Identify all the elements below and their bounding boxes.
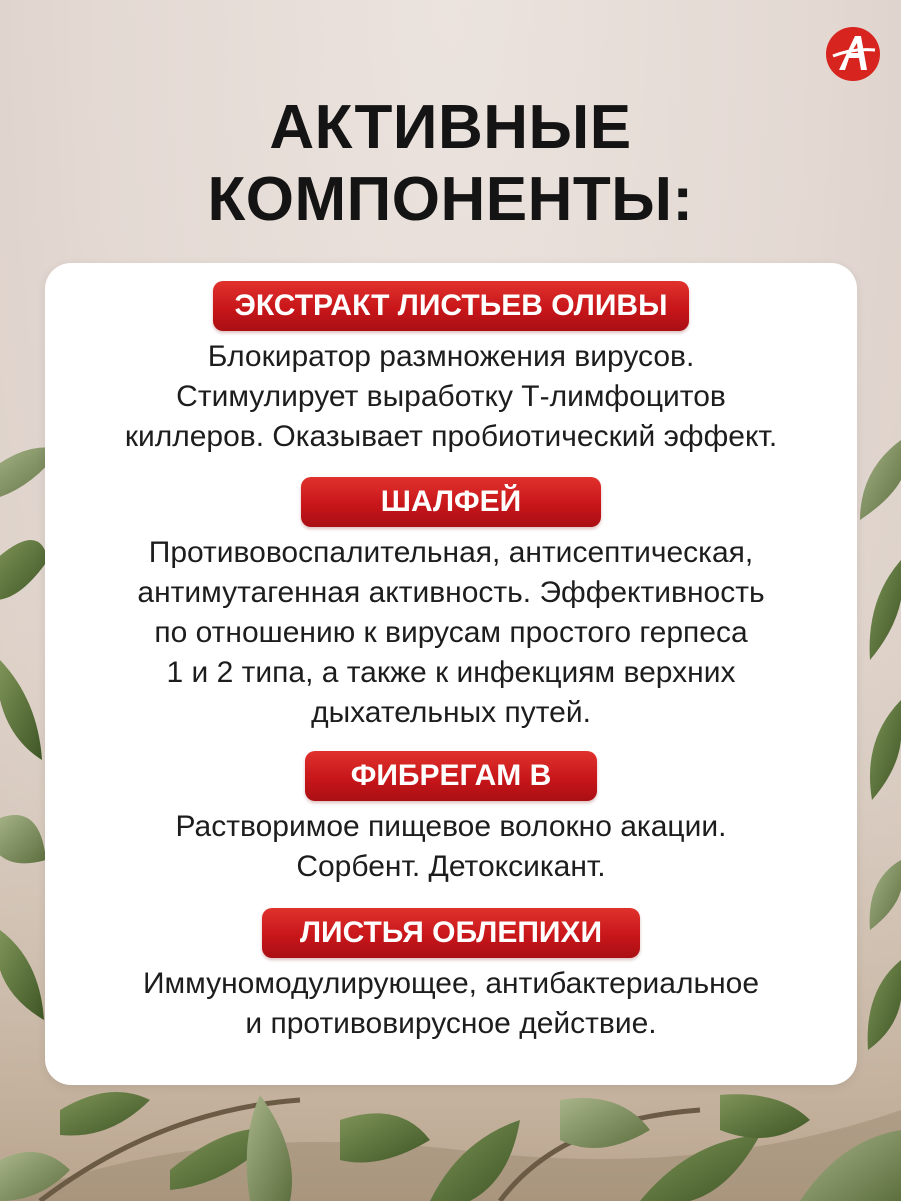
component-sage (45, 477, 857, 733)
components-card (45, 263, 857, 1085)
component-name-badge: ШАЛФЕЙ (301, 477, 601, 527)
page-title (0, 92, 901, 236)
component-description: Блокиратор размножения вирусов. Стимулирует выработку Т-лимфоцитов киллеров. Оказывает пробиотический эффект. (124, 340, 778, 453)
component-name-badge: ФИБРЕГАМ В (305, 751, 598, 801)
title-line-2: КОМПОНЕНТЫ: (207, 165, 694, 234)
brand-a-logo-icon (825, 26, 881, 82)
component-description: Противовоспалительная, антисептическая, антимутагенная активность. Эффективность по отношению к вирусам простого герпеса 1 и 2 типа, а также к инфекциям верхних дыхательных путей. (137, 536, 765, 729)
title-line-1: АКТИВНЫЕ (269, 93, 632, 162)
component-description: Иммуномодулирующее, антибактериальное и противовирусное действие. (142, 967, 760, 1040)
component-description: Растворимое пищевое волокно акации. Сорбент. Детоксикант. (175, 810, 727, 883)
component-name-badge: ЛИСТЬЯ ОБЛЕПИХИ (262, 908, 640, 958)
component-olive-leaf-extract (45, 281, 857, 457)
component-name-badge: ЭКСТРАКТ ЛИСТЬЕВ ОЛИВЫ (213, 281, 690, 331)
component-fibregum-b (45, 751, 857, 887)
component-sea-buckthorn-leaves (45, 908, 857, 1044)
